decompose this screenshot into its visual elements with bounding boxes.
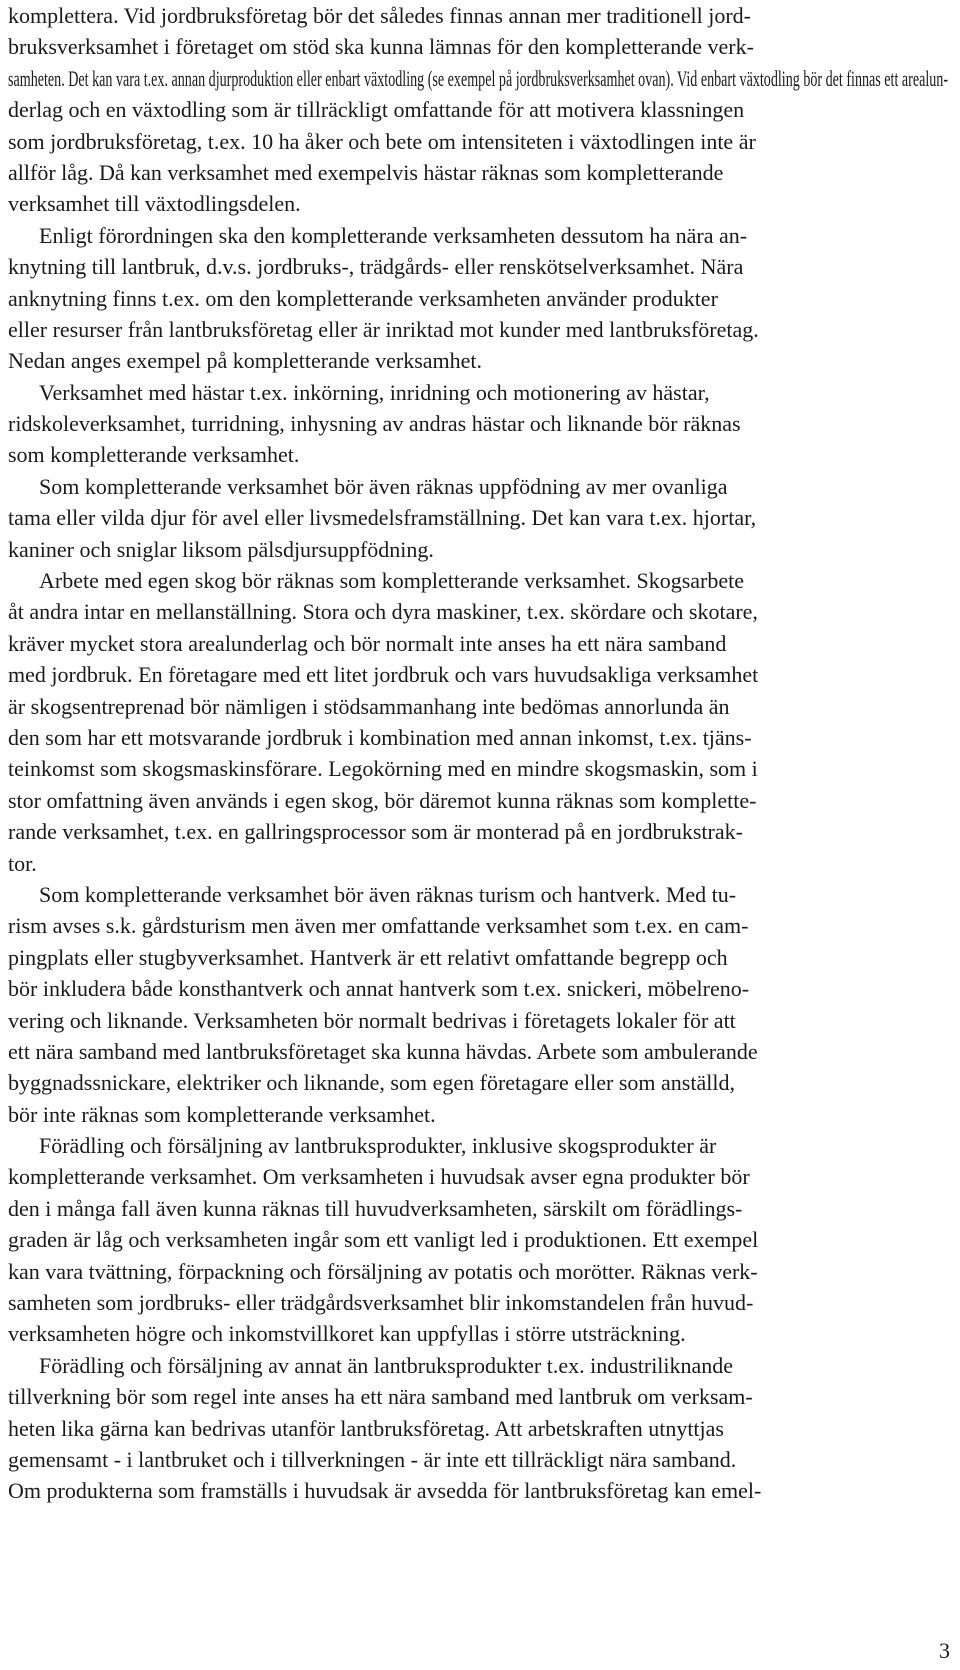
text-line: åt andra intar en mellanställning. Stora och dyra maskiner, t.ex. skördare och skotare, [8,599,758,625]
text-line: bruksverksamhet i företaget om stöd ska kunna lämnas för den kompletterande verk- [8,34,754,60]
text-line: Enligt förordningen ska den kompletterande verksamheten dessutom ha nära an- [39,222,748,248]
text-line: Verksamhet med hästar t.ex. inkörning, inridning och motionering av hästar, [39,379,710,405]
text-line: den som har ett motsvarande jordbruk i kombination med annan inkomst, t.ex. tjäns- [8,724,752,750]
text-line: Om produkterna som framställs i huvudsak är avsedda för lantbruksföretag kan emel- [8,1478,762,1504]
page-number: 3 [939,1638,950,1663]
text-line: allför låg. Då kan verksamhet med exempelvis hästar räknas som kompletterande [8,159,724,185]
text-line: samheten. Det kan vara t.ex. annan djurproduktion eller enbart växtodling (se exempel på jordbruksverksamhet ovan). Vid enbart växtodling bör det finnas ett arealun- [8,65,949,91]
text-line: eller resurser från lantbruksföretag eller är inriktad mot kunder med lantbruksföretag. [8,316,759,342]
text-line: graden är låg och verksamheten ingår som ett vanligt led i produktionen. Ett exempel [8,1227,759,1253]
text-line: är skogsentreprenad bör nämligen i stödsammanhang inte bedömas annorlunda än [8,693,730,719]
text-line: teinkomst som skogsmaskinsförare. Legokörning med en mindre skogsmaskin, som i [8,756,758,782]
text-line: bör inte räknas som kompletterande verksamhet. [8,1101,436,1127]
text-line: samheten som jordbruks- eller trädgårdsverksamhet blir inkomstandelen från huvud- [8,1290,754,1316]
text-line: anknytning finns t.ex. om den kompletterande verksamheten använder produkter [8,285,718,311]
text-line: Nedan anges exempel på kompletterande verksamhet. [8,348,483,374]
text-line: tor. [8,850,37,876]
text-line: Förädling och försäljning av lantbruksprodukter, inklusive skogsprodukter är [39,1133,717,1159]
text-line: Som kompletterande verksamhet bör även räknas uppfödning av mer ovanliga [39,473,728,499]
text-line: kompletterande verksamhet. Om verksamheten i huvudsak avser egna produkter bör [8,1164,750,1190]
text-line: derlag och en växtodling som är tillräckligt omfattande för att motivera klassningen [8,97,745,123]
text-line: Förädling och försäljning av annat än lantbruksprodukter t.ex. industriliknande [39,1352,734,1378]
text-line: rism avses s.k. gårdsturism men även mer omfattande verksamhet som t.ex. en cam- [8,913,749,939]
text-line: med jordbruk. En företagare med ett litet jordbruk och vars huvudsakliga verksamhet [8,662,759,688]
text-line: kräver mycket stora arealunderlag och bör normalt inte anses ha ett nära samband [8,630,727,656]
text-line: verksamheten högre och inkomstvillkoret kan uppfyllas i större utsträckning. [8,1321,686,1347]
text-line: stor omfattning även används i egen skog, bör däremot kunna räknas som komplette- [8,787,757,813]
text-line: som kompletterande verksamhet. [8,442,300,468]
text-line: gemensamt - i lantbruket och i tillverkningen - är inte ett tillräckligt nära samband. [8,1446,737,1472]
text-line: heten lika gärna kan bedrivas utanför lantbruksföretag. Att arbetskraften utnyttjas [8,1415,724,1441]
text-line: ett nära samband med lantbruksföretaget ska kunna hävdas. Arbete som ambulerande [8,1038,758,1064]
text-line: tillverkning bör som regel inte anses ha ett nära samband med lantbruk om verksam- [8,1384,753,1410]
text-line: Som kompletterande verksamhet bör även räknas turism och hantverk. Med tu- [39,881,737,907]
text-line: vering och liknande. Verksamheten bör normalt bedrivas i företagets lokaler för att [8,1007,736,1033]
text-line: bör inkludera både konsthantverk och annat hantverk som t.ex. snickeri, möbelreno- [8,976,750,1002]
text-line: knytning till lantbruk, d.v.s. jordbruks-, trädgårds- eller renskötselverksamhet. Nära [8,254,744,280]
body-text [8,0,948,1507]
text-line: pingplats eller stugbyverksamhet. Hantverk är ett relativt omfattande begrepp och [8,944,728,970]
text-line: som jordbruksföretag, t.ex. 10 ha åker och bete om intensiteten i växtodlingen inte är [8,128,756,154]
text-line: byggnadssnickare, elektriker och liknande, som egen företagare eller som anställd, [8,1070,735,1096]
text-line: verksamhet till växtodlingsdelen. [8,191,301,217]
text-line: tama eller vilda djur för avel eller livsmedelsframställning. Det kan vara t.ex. hjortar, [8,505,757,531]
text-line: kaniner och sniglar liksom pälsdjursuppfödning. [8,536,434,562]
text-line: kan vara tvättning, förpackning och försäljning av potatis och morötter. Räknas verk- [8,1258,758,1284]
text-line: rande verksamhet, t.ex. en gallringsprocessor som är monterad på en jordbrukstrak- [8,819,743,845]
text-line: ridskoleverksamhet, turridning, inhysning av andras hästar och liknande bör räknas [8,411,741,437]
text-line: komplettera. Vid jordbruksföretag bör det således finnas annan mer traditionell jord- [8,3,751,28]
text-line: Arbete med egen skog bör räknas som kompletterande verksamhet. Skogsarbete [39,568,745,594]
text-line: den i många fall även kunna räknas till huvudverksamheten, särskilt om förädlings- [8,1195,743,1221]
